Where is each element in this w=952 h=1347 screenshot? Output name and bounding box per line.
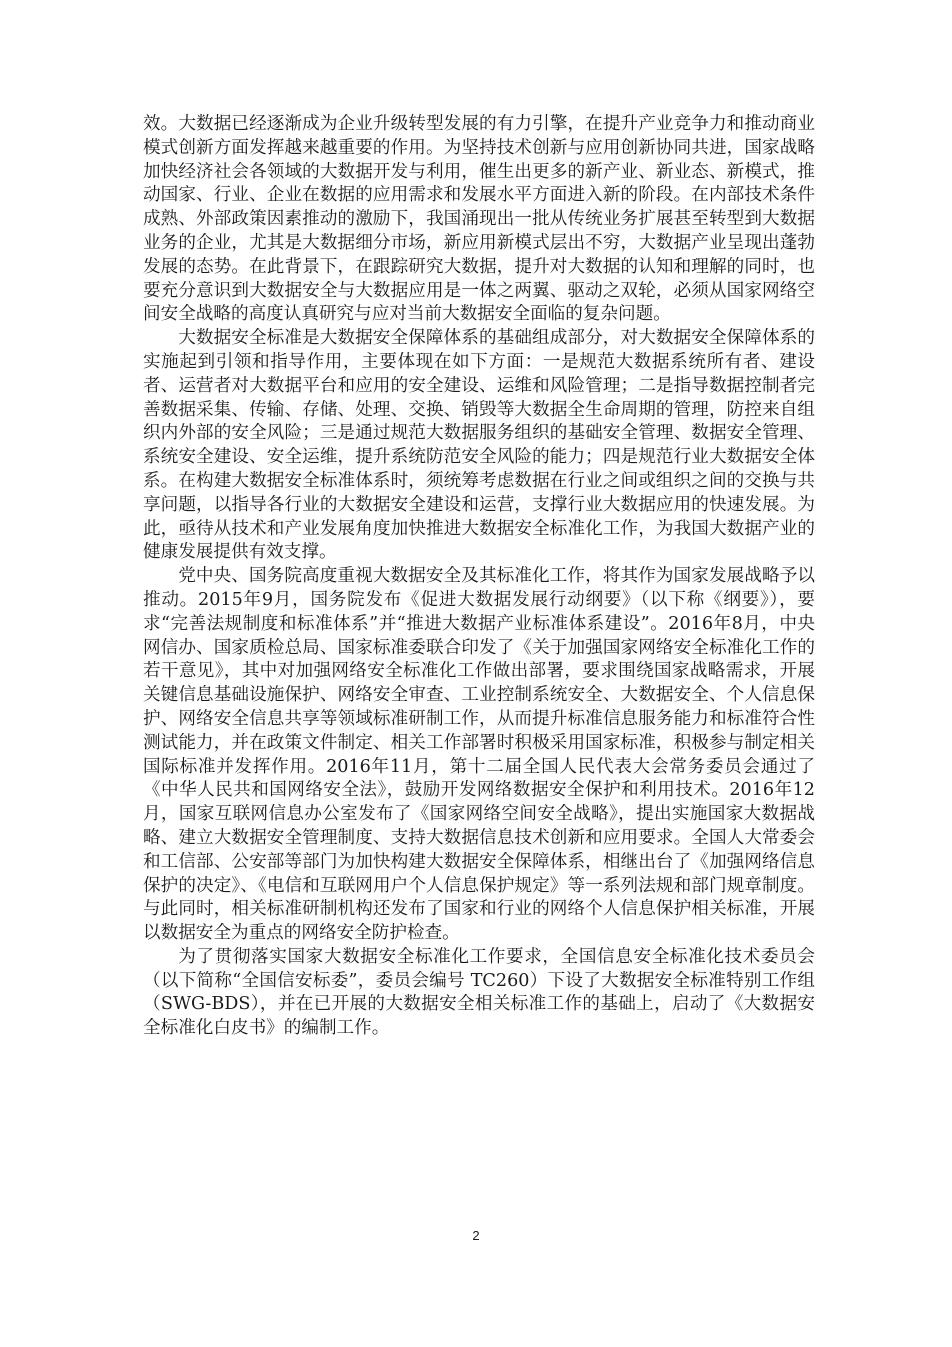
- paragraph-policy-background: 党中央、国务院高度重视大数据安全及其标准化工作，将其作为国家发展战略予以推动。2015年9月，国务院发布《促进大数据发展行动纲要》（以下称《纲要》），要求“完善法规制度和标准体系”并“推进大数据产业标准体系建设”。2016年8月，中央网信办、国家质检总局、国家标准委联合印发了《关于加强国家网络安全标准化工作的若干意见》，其中对加强网络安全标准化工作做出部署，要求围绕国家战略需求，开展关键信息基础设施保护、网络安全审查、工业控制系统安全、大数据安全、个人信息保护、网络安全信息共享等领域标准研制工作，从而提升标准信息服务能力和标准符合性测试能力，并在政策文件制定、相关工作部署时积极采用国家标准，积极参与制定相关国际标准并发挥作用。2016年11月，第十二届全国人民代表大会常务委员会通过了《中华人民共和国网络安全法》，鼓励开发网络数据安全保护和利用技术。2016年12月，国家互联网信息办公室发布了《国家网络空间安全战略》，提出实施国家大数据战略、建立大数据安全管理制度、支持大数据信息技术创新和应用要求。全国人大常委会和工信部、公安部等部门为加快构建大数据安全保障体系，相继出台了《加强网络信息保护的决定》、《电信和互联网用户个人信息保护规定》等一系列法规和部门规章制度。与此同时，相关标准研制机构还发布了国家和行业的网络个人信息保护相关标准，开展以数据安全为重点的网络安全防护检查。: [143, 566, 815, 944]
- page-number: 2: [472, 1228, 480, 1243]
- paragraph-security-standards-role: 大数据安全标准是大数据安全保障体系的基础组成部分，对大数据安全保障体系的实施起到引领和指导作用，主要体现在如下方面：一是规范大数据系统所有者、建设者、运营者对大数据平台和应用的安全建设、运维和风险管理；二是指导数据控制者完善数据采集、传输、存储、处理、交换、销毁等大数据全生命周期的管理，防控来自组织内外部的安全风险；三是通过规范大数据服务组织的基础安全管理、数据安全管理、系统安全建设、安全运维，提升系统防范安全风险的能力；四是规范行业大数据安全体系。在构建大数据安全标准体系时，须统筹考虑数据在行业之间或组织之间的交换与共享问题，以指导各行业的大数据安全建设和运营，支撑行业大数据应用的快速发展。为此，亟待从技术和产业发展角度加快推进大数据安全标准化工作，为我国大数据产业的健康发展提供有效支撑。: [143, 328, 815, 563]
- body-text: [143, 113, 815, 1041]
- paragraph-whitepaper-launch: 为了贯彻落实国家大数据安全标准化工作要求，全国信息安全标准化技术委员会（以下简称“全国信安标委”，委员会编号 TC260）下设了大数据安全标准特别工作组（SWG-BDS），并在已开展的大数据安全相关标准工作的基础上，启动了《大数据安全标准化白皮书》的编制工作。: [143, 946, 815, 1039]
- paragraph-intro-continuation: 效。大数据已经逐渐成为企业升级转型发展的有力引擎，在提升产业竞争力和推动商业模式创新方面发挥越来越重要的作用。为坚持技术创新与应用创新协同共进，国家战略加快经济社会各领域的大数据开发与利用，催生出更多的新产业、新业态、新模式，推动国家、行业、企业在数据的应用需求和发展水平方面进入新的阶段。在内部技术条件成熟、外部政策因素推动的激励下，我国涌现出一批从传统业务扩展甚至转型到大数据业务的企业，尤其是大数据细分市场，新应用新模式层出不穷，大数据产业呈现出蓬勃发展的态势。在此背景下，在跟踪研究大数据，提升对大数据的认知和理解的同时，也要充分意识到大数据安全与大数据应用是一体之两翼、驱动之双轮，必须从国家网络空间安全战略的高度认真研究与应对当前大数据安全面临的复杂问题。: [143, 114, 815, 325]
